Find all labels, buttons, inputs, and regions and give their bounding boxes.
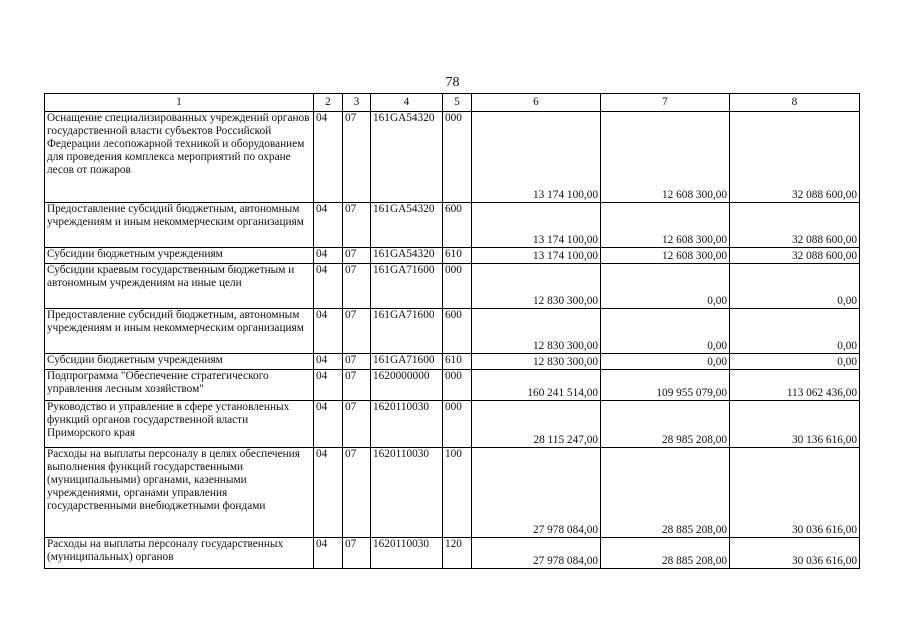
table-row — [45, 448, 860, 538]
subsection-code: 07 — [343, 112, 371, 203]
row-name: Подпрограмма "Обеспечение стратегического управления лесным хозяйством" — [45, 370, 314, 401]
row-name: Расходы на выплаты персоналу государственных (муниципальных) органов — [45, 538, 314, 569]
page-number: 78 — [445, 75, 460, 90]
row-name: Субсидии бюджетным учреждениям — [45, 354, 314, 370]
target-article-code: 161GA71600 — [371, 264, 443, 309]
amount-col8: 30 136 616,00 — [730, 401, 860, 448]
section-code: 04 — [314, 264, 343, 309]
amount-col7: 0,00 — [601, 309, 730, 354]
amount-col6: 13 174 100,00 — [472, 112, 601, 203]
expense-type-code: 000 — [443, 401, 472, 448]
subsection-code: 07 — [343, 354, 371, 370]
column-header: 2 — [314, 94, 343, 112]
amount-col6: 12 830 300,00 — [472, 354, 601, 370]
amount-col7: 28 885 208,00 — [601, 448, 730, 538]
target-article-code: 1620110030 — [371, 538, 443, 569]
section-code: 04 — [314, 309, 343, 354]
amount-col8: 113 062 436,00 — [730, 370, 860, 401]
table-row — [45, 203, 860, 248]
target-article-code: 161GA54320 — [371, 248, 443, 264]
amount-col7: 28 985 208,00 — [601, 401, 730, 448]
row-name: Предоставление субсидий бюджетным, автономным учреждениям и иным некоммерческим организациям — [45, 309, 314, 354]
subsection-code: 07 — [343, 309, 371, 354]
table-row — [45, 309, 860, 354]
table-row — [45, 538, 860, 569]
subsection-code: 07 — [343, 370, 371, 401]
column-header: 8 — [730, 94, 860, 112]
amount-col7: 0,00 — [601, 354, 730, 370]
section-code: 04 — [314, 248, 343, 264]
section-code: 04 — [314, 370, 343, 401]
amount-col6: 13 174 100,00 — [472, 248, 601, 264]
target-article-code: 161GA54320 — [371, 203, 443, 248]
target-article-code: 161GA54320 — [371, 112, 443, 203]
expense-type-code: 000 — [443, 112, 472, 203]
amount-col6: 12 830 300,00 — [472, 309, 601, 354]
table-row — [45, 248, 860, 264]
header-row — [45, 94, 860, 112]
section-code: 04 — [314, 538, 343, 569]
target-article-code: 1620110030 — [371, 401, 443, 448]
amount-col8: 32 088 600,00 — [730, 112, 860, 203]
amount-col7: 12 608 300,00 — [601, 112, 730, 203]
amount-col8: 32 088 600,00 — [730, 248, 860, 264]
amount-col8: 32 088 600,00 — [730, 203, 860, 248]
row-name: Оснащение специализированных учреждений органов государственной власти субъектов Российской Федерации лесопожарной техникой и оборудованием для проведения комплекса мероприятий по охране лесов от пожаров — [45, 112, 314, 203]
amount-col8: 0,00 — [730, 264, 860, 309]
expense-type-code: 000 — [443, 370, 472, 401]
expense-type-code: 600 — [443, 309, 472, 354]
column-header: 7 — [601, 94, 730, 112]
target-article-code: 1620110030 — [371, 448, 443, 538]
budget-table — [44, 93, 860, 569]
subsection-code: 07 — [343, 401, 371, 448]
column-header: 3 — [343, 94, 371, 112]
column-header: 5 — [443, 94, 472, 112]
amount-col6: 160 241 514,00 — [472, 370, 601, 401]
expense-type-code: 000 — [443, 264, 472, 309]
table-row — [45, 264, 860, 309]
table-row — [45, 354, 860, 370]
row-name: Субсидии краевым государственным бюджетным и автономным учреждениям на иные цели — [45, 264, 314, 309]
row-name: Предоставление субсидий бюджетным, автономным учреждениям и иным некоммерческим организациям — [45, 203, 314, 248]
subsection-code: 07 — [343, 264, 371, 309]
subsection-code: 07 — [343, 203, 371, 248]
expense-type-code: 610 — [443, 248, 472, 264]
row-name: Расходы на выплаты персоналу в целях обеспечения выполнения функций государственными (муниципальными) органами, казенными учреждениями, органами управления государственными внебюджетными фондами — [45, 448, 314, 538]
amount-col7: 109 955 079,00 — [601, 370, 730, 401]
expense-type-code: 120 — [443, 538, 472, 569]
row-name: Руководство и управление в сфере установленных функций органов государственной власти Приморского края — [45, 401, 314, 448]
amount-col6: 13 174 100,00 — [472, 203, 601, 248]
subsection-code: 07 — [343, 448, 371, 538]
expense-type-code: 100 — [443, 448, 472, 538]
subsection-code: 07 — [343, 248, 371, 264]
target-article-code: 161GA71600 — [371, 309, 443, 354]
amount-col6: 27 978 084,00 — [472, 538, 601, 569]
amount-col7: 12 608 300,00 — [601, 203, 730, 248]
section-code: 04 — [314, 354, 343, 370]
section-code: 04 — [314, 448, 343, 538]
amount-col6: 28 115 247,00 — [472, 401, 601, 448]
row-name: Субсидии бюджетным учреждениям — [45, 248, 314, 264]
amount-col8: 30 036 616,00 — [730, 538, 860, 569]
amount-col8: 0,00 — [730, 309, 860, 354]
column-header: 4 — [371, 94, 443, 112]
section-code: 04 — [314, 112, 343, 203]
table-row — [45, 370, 860, 401]
amount-col7: 12 608 300,00 — [601, 248, 730, 264]
table-row — [45, 112, 860, 203]
section-code: 04 — [314, 401, 343, 448]
amount-col8: 0,00 — [730, 354, 860, 370]
expense-type-code: 610 — [443, 354, 472, 370]
amount-col7: 0,00 — [601, 264, 730, 309]
section-code: 04 — [314, 203, 343, 248]
target-article-code: 161GA71600 — [371, 354, 443, 370]
amount-col7: 28 885 208,00 — [601, 538, 730, 569]
target-article-code: 1620000000 — [371, 370, 443, 401]
amount-col6: 27 978 084,00 — [472, 448, 601, 538]
expense-type-code: 600 — [443, 203, 472, 248]
subsection-code: 07 — [343, 538, 371, 569]
amount-col8: 30 036 616,00 — [730, 448, 860, 538]
table-row — [45, 401, 860, 448]
column-header: 1 — [45, 94, 314, 112]
amount-col6: 12 830 300,00 — [472, 264, 601, 309]
column-header: 6 — [472, 94, 601, 112]
